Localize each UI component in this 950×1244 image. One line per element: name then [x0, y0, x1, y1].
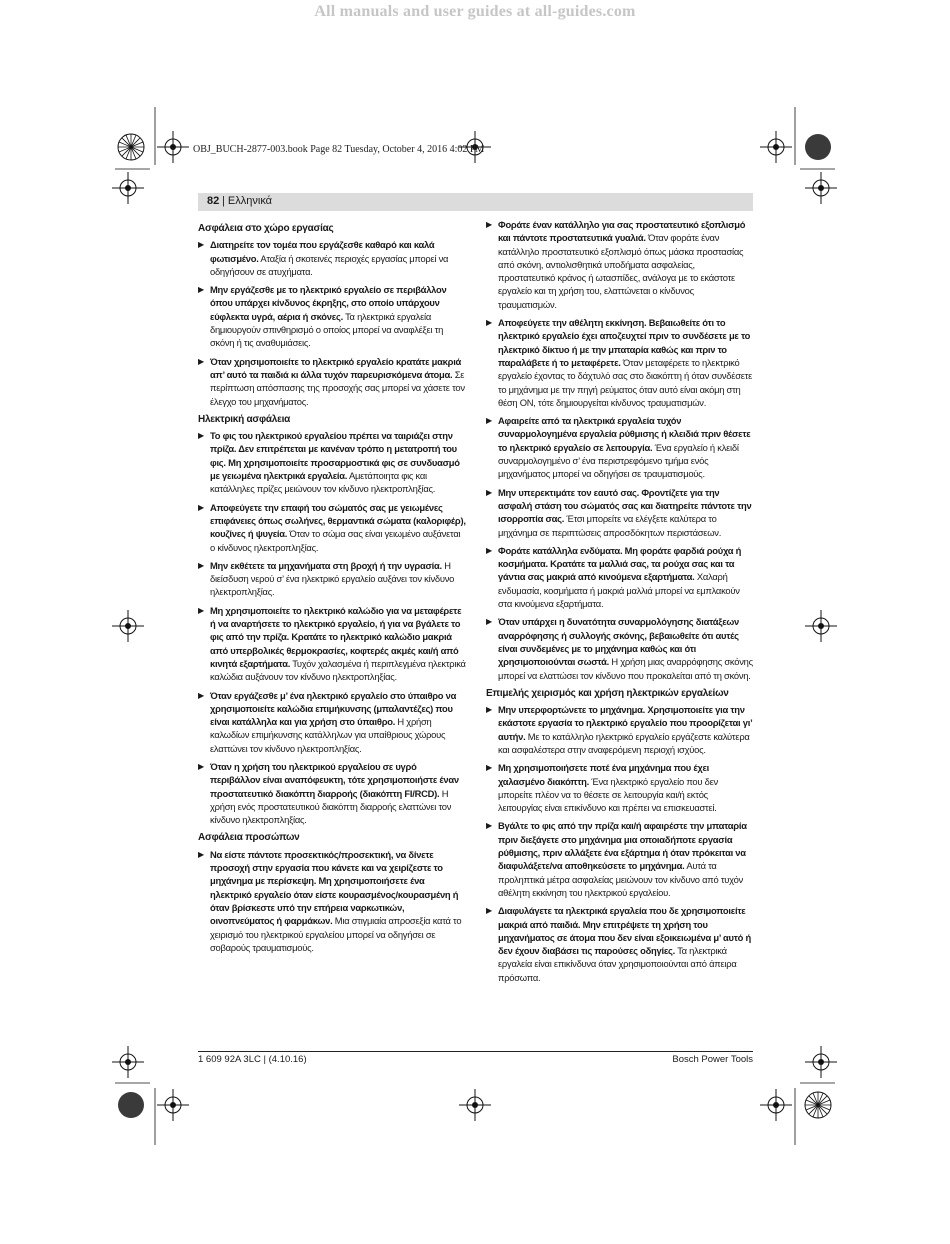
bullet-triangle-icon: ▶ — [198, 240, 204, 250]
bullet-triangle-icon: ▶ — [486, 617, 492, 627]
instruction-bold: Όταν υπάρχει η δυνατότητα συναρμολόγησης διατάξεων αναρρόφησης ή συλλογής σκόνης, βεβαιωθείτε ότι αυτές είναι συνδεμένες με το μηχάνημα καθώς και ότι χρησιμοποιούνται σωστά. — [498, 616, 740, 668]
safety-instruction — [486, 486, 754, 539]
safety-instruction — [486, 703, 754, 756]
bullet-triangle-icon: ▶ — [486, 705, 492, 715]
instruction-text: Όταν μεταφέρετε το ηλεκτρικό εργαλείο έχοντας το δάχτυλό σας στο διακόπτη ή όταν συνδέσετε το μηχάνημα με την πηγή ρεύματος όταν αυτό είναι ακόμη στη θέση ON, τότε δημιουργείται κίνδυνος τραυματισμών. — [498, 356, 753, 408]
safety-instruction — [198, 238, 466, 278]
instruction-bold: Βγάλτε το φις από την πρίζα και/ή αφαιρέστε την μπαταρία πριν διεξάγετε στο μηχάνημα μια οποιαδήποτε εργασία ρύθμισης, πριν αλλάξετε ένα εξάρτημα ή όταν πρόκειται να διαφυλάξετε/να αποθηκεύσετε το μηχάνημα. — [498, 820, 747, 872]
safety-instruction — [486, 218, 754, 311]
instruction-text: Μια στιγμιαία απροσεξία κατά το χειρισμό του ηλεκτρικού εργαλείου μπορεί να οδηγήσει σε σοβαρούς τραυματισμούς. — [210, 915, 462, 953]
section-heading: Ασφάλεια προσώπων — [198, 832, 300, 844]
instruction-text: Όταν το σώμα σας είναι γειωμένο αυξάνεται ο κίνδυνος ηλεκτροπληξίας. — [210, 528, 461, 553]
safety-instruction — [198, 848, 466, 954]
top-left-cross-mark — [157, 131, 189, 163]
safety-instruction — [198, 559, 466, 599]
instruction-text: Έτσι μπορείτε να ελέγξετε καλύτερα το μηχάνημα σε περιπτώσεις απροσδόκητων περιστάσεων. — [498, 513, 722, 538]
instruction-bold: Φοράτε κατάλληλα ενδύματα. Μη φοράτε φαρδιά ρούχα ή κοσμήματα. Κρατάτε τα μαλλιά σας, τα ρούχα σας και τα γάντια σας μακριά από κινούμενα εξαρτήματα. — [498, 544, 742, 583]
instruction-bold: Μη χρησιμοποιείτε το ηλεκτρικό καλώδιο για να μεταφέρετε ή να αναρτήσετε το ηλεκτρικό εργαλείο, ή για να βγάλετε το φις από την πρίζα. Κρατάτε το ηλεκτρικό καλώδιο μακριά από υπερβολικές θερμοκρασίες, κοφτερές ακμές και/ή από κινητά εξαρτήματα. — [210, 604, 462, 669]
instruction-bold: Αποφεύγετε την επαφή του σώματός σας με γειωμένες επιφάνειες όπως σωλήνες, θερμαντικά σώματα (καλοριφέρ), κουζίνες ή ψυγεία. — [210, 501, 466, 540]
instruction-text: Χαλαρή ενδυμασία, κοσμήματα ή μακριά μαλλιά μπορεί να εμπλακούν στα κινούμενα εξαρτήματα. — [498, 571, 740, 610]
section-heading: Ηλεκτρική ασφάλεια — [198, 413, 291, 425]
bullet-triangle-icon: ▶ — [486, 545, 492, 555]
instruction-text: Τα ηλεκτρικά εργαλεία είναι επικίνδυνα όταν χρησιμοποιούνται από άπειρα πρόσωπα. — [498, 945, 737, 983]
bullet-triangle-icon: ▶ — [198, 356, 204, 366]
right-lower-cross-mark — [805, 1046, 837, 1078]
bottom-left-cross-mark — [157, 1089, 189, 1121]
safety-instruction — [486, 615, 754, 681]
instruction-bold: Μην υπερφορτώνετε το μηχάνημα. Χρησιμοποιείτε για την εκάστοτε εργασία το ηλεκτρικό εργαλείο που προορίζεται γι’ αυτήν. — [498, 704, 752, 742]
instruction-text: Η χρήση ενός προστατευτικού διακόπτη διαρροής ελαττώνει τον κίνδυνο ηλεκτροπληξίας. — [210, 787, 452, 826]
safety-instruction — [198, 604, 466, 684]
instruction-text: Όταν φοράτε έναν κατάλληλο προστατευτικό εξοπλισμό όπως μάσκα προστασίας από σκόνη, αντιολισθητικά υποδήματα ασφαλείας, προστατευτικό κράνος ή ωτασπίδες, ανάλογα με το εκάστοτε εργαλείο και τη χρήση του, ελαττώνεται ο κίνδυνος τραυματισμών. — [498, 232, 744, 310]
safety-instruction — [486, 544, 754, 610]
left-upper-cross-mark — [112, 172, 144, 204]
footer-rule — [198, 1051, 753, 1052]
instruction-bold: Όταν χρησιμοποιείτε το ηλεκτρικό εργαλείο κρατάτε μακριά απ’ αυτό τα παιδιά κι άλλα τυχόν παρευρισκόμενα άτομα. — [210, 355, 462, 380]
bullet-triangle-icon: ▶ — [486, 318, 492, 328]
instruction-bold: Μην εργάζεσθε με το ηλεκτρικό εργαλείο σε περιβάλλον όπου υπάρχει κίνδυνος έκρηξης, στο οποίο υπάρχουν εύφλεκτα υγρά, αέρια ή σκόνες. — [210, 284, 447, 322]
bullet-triangle-icon: ▶ — [198, 502, 204, 512]
bullet-triangle-icon: ▶ — [486, 416, 492, 426]
page-language — [222, 195, 272, 207]
top-right-solid-mark — [805, 134, 831, 160]
safety-instruction — [486, 819, 754, 899]
instruction-text: Ένα ηλεκτρικό εργαλείο που δεν μπορείτε πλέον να το θέσετε σε λειτουργία και/ή εκτός λειτουργίας είναι επικίνδυνο και πρέπει να επισκευαστεί. — [498, 775, 718, 814]
instruction-text: Αυτά τα προληπτικά μέτρα ασφαλείας μειώνουν τον κίνδυνο από τυχόν αθέλητη εκκίνηση του ηλεκτρικού εργαλείου. — [498, 860, 743, 898]
right-middle-cross-mark — [805, 610, 837, 642]
instruction-bold: Αποφεύγετε την αθέλητη εκκίνηση. Βεβαιωθείτε ότι το ηλεκτρικό εργαλείο έχει αποζευχτεί πριν το συνδέσετε με το ηλεκτρικό δίκτυο ή με την μπαταρία καθώς και πριν το παραλάβετε ή το μεταφέρετε. — [498, 317, 751, 368]
bullet-triangle-icon: ▶ — [486, 763, 492, 773]
bottom-right-cross-mark — [760, 1089, 792, 1121]
section-heading: Επιμελής χειρισμός και χρήση ηλεκτρικών εργαλείων — [486, 687, 729, 699]
safety-instruction — [486, 904, 754, 984]
instruction-bold: Μην υπερεκτιμάτε τον εαυτό σας. Φροντίζετε για την ασφαλή στάση του σώματός σας και διατηρείτε πάντοτε την ισορροπία σας. — [498, 486, 752, 525]
instruction-text: Αμετάποιητα φις και κατάλληλες πρίζες μειώνουν τον κίνδυνο ηλεκτροπληξίας. — [210, 470, 436, 495]
bullet-triangle-icon: ▶ — [198, 560, 204, 570]
bottom-left-solid-mark — [118, 1092, 144, 1118]
bullet-triangle-icon: ▶ — [486, 906, 492, 916]
left-middle-cross-mark — [112, 610, 144, 642]
right-column — [486, 218, 754, 989]
bullet-triangle-icon: ▶ — [198, 285, 204, 295]
instruction-text: Αταξία ή σκοτεινές περιοχές εργασίας μπορεί να οδηγήσουν σε ατυχήματα. — [210, 252, 449, 277]
language-label: Ελληνικά — [227, 195, 273, 207]
instruction-text: Η διείσδυση νερού σ’ ένα ηλεκτρικό εργαλείο αυξάνει τον κίνδυνο ηλεκτροπληξίας. — [210, 559, 455, 598]
top-right-cross-mark — [760, 131, 792, 163]
instruction-bold: Αφαιρείτε από τα ηλεκτρικά εργαλεία τυχόν συναρμολογημένα εργαλεία ρύθμισης ή κλειδιά πριν θέσετε το ηλεκτρικό εργαλείο σε λειτουργία. — [498, 415, 751, 453]
bullet-triangle-icon: ▶ — [198, 761, 204, 771]
instruction-text: Σε περίπτωση απόσπασης της προσοχής σας μπορεί να χάσετε τον έλεγχο του μηχανήματος. — [210, 368, 465, 407]
instruction-text: Τα ηλεκτρικά εργαλεία δημιουργούν σπινθηρισμό ο οποίος μπορεί να αναφλέξει τη σκόνη ή τις αναθυμιάσεις. — [210, 310, 444, 349]
safety-instruction — [486, 414, 754, 480]
safety-instruction — [198, 429, 466, 495]
instruction-text: Ένα εργαλείο ή κλειδί συναρμολογημένο σ’ ένα περιστρεφόμενο τμήμα ενός μηχανήματος μπορεί να οδηγήσει σε τραυματισμούς. — [498, 441, 739, 480]
watermark-text: All manuals and user guides at all-guides.com — [314, 3, 636, 20]
page-number: 82 — [207, 195, 220, 207]
bottom-center-cross-mark — [459, 1089, 491, 1121]
footer-doc-code: 1 609 92A 3LC | (4.10.16) — [198, 1054, 307, 1065]
right-upper-cross-mark — [805, 172, 837, 204]
instruction-bold: Διατηρείτε τον τομέα που εργάζεσθε καθαρό και καλά φωτισμένο. — [210, 239, 435, 264]
bullet-triangle-icon: ▶ — [198, 431, 204, 441]
safety-instruction — [198, 760, 466, 826]
bullet-triangle-icon: ▶ — [486, 220, 492, 229]
print-slug: OBJ_BUCH-2877-003.book Page 82 Tuesday, October 4, 2016 4:02 PM — [193, 144, 485, 155]
instruction-bold: Διαφυλάγετε τα ηλεκτρικά εργαλεία που δε χρησιμοποιείτε μακριά από παιδιά. Μην επιτρέψετε τη χρήση του μηχανήματος σε άτομα που δεν είναι εξοικειωμένα μ’ αυτό ή δεν έχουν διαβάσει τις παρούσες οδηγίες. — [498, 905, 751, 957]
instruction-bold: Το φις του ηλεκτρικού εργαλείου πρέπει να ταιριάζει στην πρίζα. Δεν επιτρέπεται με κανέναν τρόπο η μετατροπή του φις. Μη χρησιμοποιείτε προσαρμοστικά φις σε συνδυασμό με γειωμένα ηλεκτρικά εργαλεία. — [210, 430, 460, 482]
instruction-bold: Μη χρησιμοποιήσετε ποτέ ένα μηχάνημα που έχει χαλασμένο διακόπτη. — [498, 762, 710, 787]
header-separator: | — [222, 195, 225, 207]
safety-instruction — [198, 501, 466, 554]
safety-instruction — [198, 355, 466, 408]
bullet-triangle-icon: ▶ — [486, 821, 492, 831]
safety-instruction — [486, 316, 754, 409]
safety-instruction — [198, 689, 466, 755]
instruction-text: Η χρήση μιας αναρρόφησης σκόνης μπορεί να ελαττώσει τον κίνδυνο που προκαλείται από τη σκόνη. — [498, 656, 753, 681]
left-column — [198, 218, 466, 959]
bullet-triangle-icon: ▶ — [198, 849, 204, 859]
bullet-triangle-icon: ▶ — [198, 690, 204, 700]
instruction-bold: Μην εκθέτετε τα μηχανήματα στη βροχή ή την υγρασία. — [210, 559, 442, 571]
bullet-triangle-icon: ▶ — [198, 605, 204, 615]
instruction-text: Τυχόν χαλασμένα ή περιπλεγμένα ηλεκτρικά καλώδια αυξάνουν τον κίνδυνο ηλεκτροπληξίας. — [210, 657, 466, 683]
instruction-bold: Όταν η χρήση του ηλεκτρικού εργαλείου σε υγρό περιβάλλον είναι αναπόφευκτη, τότε χρησιμοποιήστε έναν προστατευτικό διακόπτη διαρροής (διακόπτη FI/RCD). — [210, 760, 459, 799]
instruction-text: Η χρήση καλωδίων επιμήκυνσης κατάλληλων για υπαίθριους χώρους ελαττώνει τον κίνδυνο ηλεκτροπληξίας. — [210, 716, 446, 754]
bullet-triangle-icon: ▶ — [486, 487, 492, 497]
instruction-bold: Φοράτε έναν κατάλληλο για σας προστατευτικό εξοπλισμό και πάντοτε προστατευτικά γυαλιά. — [498, 219, 746, 244]
instruction-text: Με το κατάλληλο ηλεκτρικό εργαλείο εργάζεστε καλύτερα και ασφαλέστερα στην αναφερόμενη περιοχή ισχύος. — [498, 730, 750, 755]
instruction-bold: Όταν εργάζεσθε μ’ ένα ηλεκτρικό εργαλείο στο ύπαιθρο να χρησιμοποιείτε καλώδια επιμήκυνσης (μπαλαντέζες) που είναι κατάλληλα και για χρήση στο ύπαιθρο. — [210, 689, 457, 728]
safety-instruction — [486, 761, 754, 814]
left-lower-cross-mark — [112, 1046, 144, 1078]
running-header — [198, 193, 753, 211]
footer-brand: Bosch Power Tools — [672, 1054, 753, 1065]
bottom-right-star-mark — [805, 1092, 831, 1118]
instruction-bold: Να είστε πάντοτε προσεκτικός/προσεκτική, να δίνετε προσοχή στην εργασία που κάνετε και να χειρίζεστε το μηχάνημα με περίσκεψη. Μη χρησιμοποιήσετε ένα ηλεκτρικό εργαλείο όταν είστε κουρασμένος/κουρασμένη ή όταν βρίσκεστε υπό την επήρεια ναρκωτικών, οινοπνεύματος ή φαρμάκων. — [210, 848, 459, 927]
top-left-star-mark — [118, 134, 144, 160]
safety-instruction — [198, 283, 466, 349]
section-heading: Ασφάλεια στο χώρο εργασίας — [198, 223, 334, 234]
